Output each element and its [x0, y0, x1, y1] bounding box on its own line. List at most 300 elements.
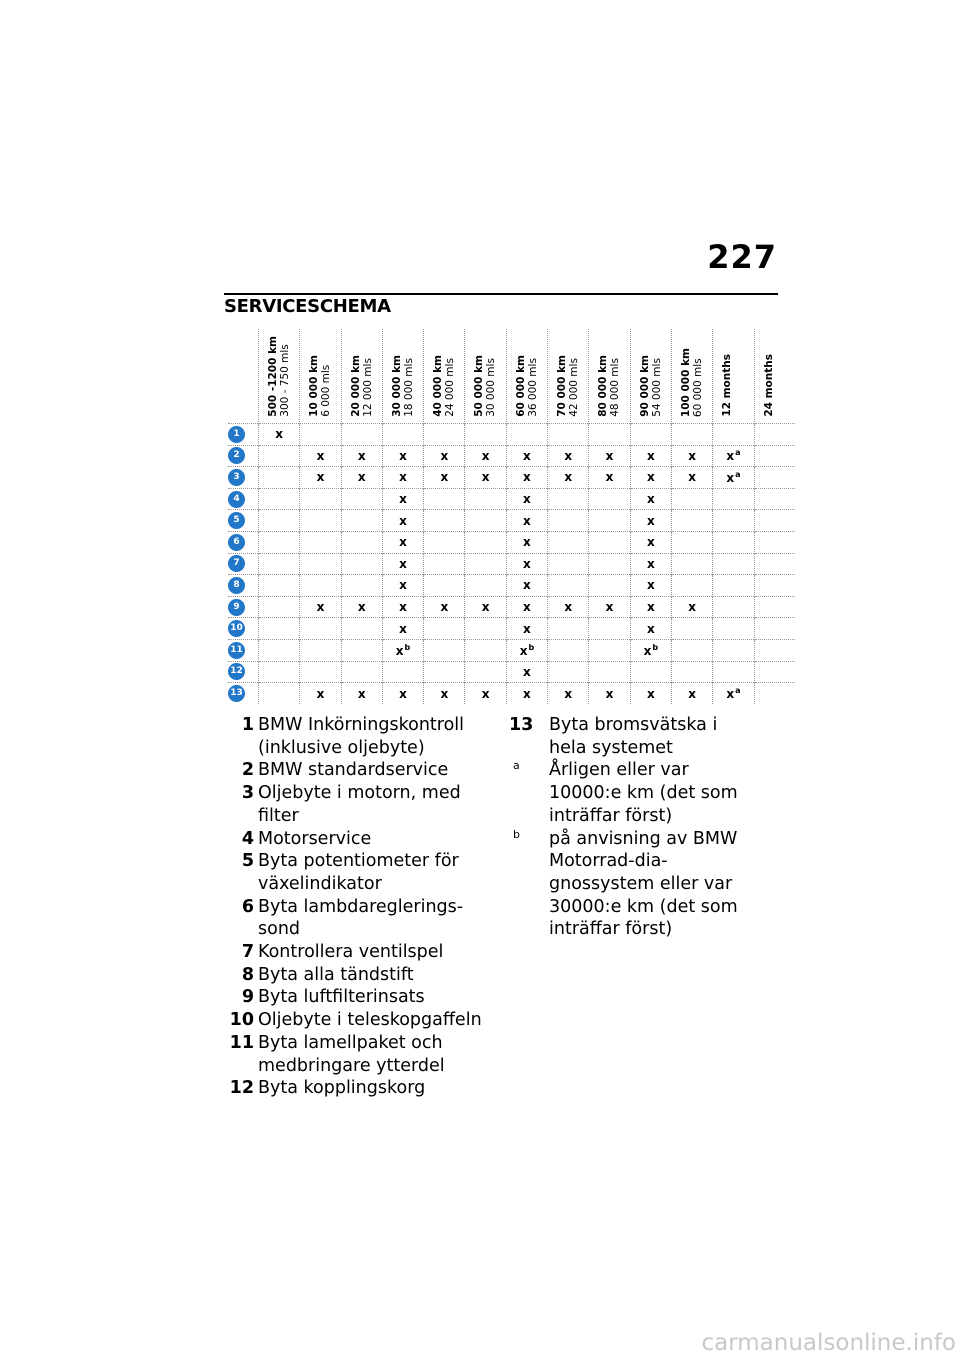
table-cell — [671, 618, 712, 640]
service-mark: x — [646, 578, 655, 593]
column-interval-mls: 36 000 mls — [526, 358, 539, 417]
service-mark: x — [399, 448, 407, 463]
table-cell — [259, 683, 300, 705]
table-cell — [589, 639, 630, 661]
table-cell — [713, 510, 754, 532]
row-number-badge — [228, 553, 259, 575]
column-interval-km: 70 000 km — [556, 355, 569, 417]
table-cell — [341, 445, 382, 467]
table-cell — [506, 596, 547, 618]
table-cell — [630, 531, 671, 553]
column-header — [713, 329, 754, 424]
column-interval-mls: 30 000 mls — [485, 358, 498, 417]
service-schedule-table — [228, 329, 795, 704]
legend-item-text: Oljebyte i motorn, med filter — [258, 783, 461, 826]
row-badge-icon: 5 — [228, 512, 245, 529]
legend-item-number: 4 — [241, 828, 254, 849]
legend-item — [221, 964, 501, 987]
legend-item — [221, 828, 501, 851]
table-cell — [671, 575, 712, 597]
table-row — [228, 531, 795, 553]
service-mark: x — [399, 600, 407, 615]
table-cell — [713, 575, 754, 597]
table-cell — [382, 618, 423, 640]
column-header-label — [350, 355, 374, 417]
table-cell — [548, 510, 589, 532]
table-cell — [341, 575, 382, 597]
column-header — [630, 329, 671, 424]
table-cell — [630, 467, 671, 489]
column-interval-km: 500 -1200 km — [267, 336, 279, 417]
column-interval-km: 24 months — [762, 354, 775, 417]
table-cell — [589, 467, 630, 489]
table-cell — [382, 445, 423, 467]
service-mark: x — [605, 686, 614, 701]
table-cell — [300, 510, 341, 532]
service-mark: x — [357, 470, 366, 485]
legend-item-number: b — [513, 827, 520, 841]
footnote-marker: a — [735, 448, 741, 458]
service-mark: x — [564, 470, 573, 485]
table-cell — [754, 445, 795, 467]
table-cell — [300, 618, 341, 640]
service-mark: x — [523, 578, 531, 593]
table-cell — [465, 683, 506, 705]
service-mark: x — [646, 556, 655, 571]
legend-left — [221, 714, 501, 1100]
table-cell — [300, 575, 341, 597]
table-cell — [548, 553, 589, 575]
table-cell — [465, 510, 506, 532]
column-interval-km: 80 000 km — [597, 355, 610, 417]
legend-item — [221, 1032, 501, 1077]
table-cell — [424, 488, 465, 510]
service-mark: x — [646, 600, 655, 615]
table-cell — [382, 553, 423, 575]
table-cell — [300, 467, 341, 489]
row-number-badge — [228, 683, 259, 705]
table-cell — [424, 467, 465, 489]
table-cell — [259, 553, 300, 575]
column-header-label — [473, 355, 497, 417]
table-cell — [424, 445, 465, 467]
service-mark: x — [275, 427, 284, 442]
table-cell — [465, 467, 506, 489]
table-cell — [713, 467, 754, 489]
table-cell — [341, 553, 382, 575]
table-row — [228, 553, 795, 575]
legend-item — [509, 828, 759, 942]
table-cell — [259, 575, 300, 597]
table-cell — [548, 488, 589, 510]
column-header-label — [515, 355, 539, 417]
service-mark: x — [399, 686, 407, 701]
table-cell — [630, 683, 671, 705]
table-cell — [259, 661, 300, 683]
table-cell — [424, 424, 465, 446]
table-cell — [589, 661, 630, 683]
table-cell — [424, 618, 465, 640]
legend-item-text: BMW standardservice — [258, 760, 449, 781]
table-cell — [589, 424, 630, 446]
table-cell — [341, 661, 382, 683]
legend-item — [509, 759, 759, 827]
table-cell — [589, 575, 630, 597]
row-badge-icon: 11 — [228, 642, 245, 659]
column-header-label — [556, 355, 580, 417]
table-cell — [424, 639, 465, 661]
row-number-badge — [228, 575, 259, 597]
row-badge-icon: 7 — [228, 555, 245, 572]
row-badge-icon: 1 — [228, 426, 245, 443]
column-header-label — [267, 336, 291, 417]
table-cell — [382, 639, 423, 661]
service-mark: x — [440, 600, 449, 615]
service-mark: x — [519, 643, 528, 658]
table-cell — [713, 683, 754, 705]
page-number: 227 — [707, 238, 777, 276]
table-cell — [589, 618, 630, 640]
legend-item-number: 7 — [241, 942, 254, 963]
table-cell — [259, 445, 300, 467]
table-cell — [754, 467, 795, 489]
column-interval-mls: 6 000 mls — [320, 364, 333, 417]
table-cell — [630, 575, 671, 597]
legend-item — [221, 1077, 501, 1100]
section-title: SERVICESCHEMA — [224, 296, 391, 317]
table-cell — [424, 575, 465, 597]
table-row — [228, 683, 795, 705]
row-number-badge — [228, 661, 259, 683]
table-cell — [341, 618, 382, 640]
table-cell — [300, 553, 341, 575]
row-number-badge — [228, 510, 259, 532]
row-number-badge — [228, 445, 259, 467]
table-cell — [630, 553, 671, 575]
table-header-row — [228, 329, 795, 424]
legend-item — [221, 1009, 501, 1032]
legend-item — [509, 714, 759, 759]
table-cell — [424, 683, 465, 705]
table-cell — [630, 639, 671, 661]
service-mark: x — [523, 556, 531, 571]
service-mark: x — [646, 492, 655, 507]
legend-item-number: 12 — [229, 1078, 254, 1099]
table-cell — [671, 488, 712, 510]
table-cell — [341, 531, 382, 553]
legend-item-text: Byta alla tändstift — [258, 964, 414, 985]
table-cell — [548, 445, 589, 467]
service-mark: x — [440, 448, 449, 463]
service-mark: x — [688, 448, 696, 463]
table-cell — [424, 661, 465, 683]
legend-item-number: 3 — [241, 783, 254, 804]
table-cell — [382, 467, 423, 489]
column-header-label — [308, 355, 332, 417]
column-interval-mls: 24 000 mls — [444, 358, 457, 417]
table-cell — [671, 531, 712, 553]
legend-item — [221, 714, 501, 759]
table-cell — [630, 424, 671, 446]
table-cell — [465, 639, 506, 661]
service-mark: x — [688, 470, 696, 485]
column-interval-mls: 54 000 mls — [650, 358, 663, 417]
table-cell — [341, 488, 382, 510]
column-interval-mls: 60 000 mls — [691, 358, 704, 417]
service-mark: x — [646, 470, 655, 485]
table-cell — [341, 510, 382, 532]
table-cell — [506, 424, 547, 446]
legend-item — [221, 759, 501, 782]
column-interval-km: 30 000 km — [390, 355, 403, 417]
column-header-label — [639, 355, 663, 417]
table-cell — [630, 445, 671, 467]
table-row — [228, 575, 795, 597]
table-cell — [465, 661, 506, 683]
service-mark: x — [564, 600, 573, 615]
column-header — [548, 329, 589, 424]
legend-item — [221, 986, 501, 1009]
column-header — [671, 329, 712, 424]
table-cell — [300, 639, 341, 661]
table-cell — [713, 661, 754, 683]
column-header — [259, 329, 300, 424]
service-mark: x — [316, 448, 325, 463]
legend-item-text: Byta bromsvätska i hela systemet — [549, 715, 718, 758]
table-cell — [341, 639, 382, 661]
service-mark: x — [399, 513, 407, 528]
legend-item-text: Årligen eller var 10000:e km (det som inträffar först) — [549, 760, 738, 826]
footnote-marker: b — [404, 642, 411, 652]
table-cell — [671, 445, 712, 467]
service-mark: x — [564, 448, 573, 463]
table-cell — [465, 553, 506, 575]
table-cell — [630, 661, 671, 683]
service-mark: x — [523, 513, 531, 528]
table-cell — [754, 553, 795, 575]
service-mark: x — [646, 621, 655, 636]
table-cell — [465, 618, 506, 640]
service-mark: x — [357, 686, 366, 701]
table-cell — [754, 683, 795, 705]
row-badge-icon: 3 — [228, 469, 245, 486]
header-rule — [224, 293, 778, 295]
footnote-marker: b — [652, 642, 659, 652]
table-cell — [548, 596, 589, 618]
service-mark: x — [399, 556, 407, 571]
column-interval-mls: 12 000 mls — [361, 358, 374, 417]
row-badge-icon: 9 — [228, 599, 245, 616]
column-header — [589, 329, 630, 424]
service-mark: x — [523, 686, 531, 701]
table-cell — [754, 639, 795, 661]
column-header-label — [597, 355, 621, 417]
legend-item — [221, 850, 501, 895]
table-cell — [382, 661, 423, 683]
watermark: carmanualsonline.info — [701, 1330, 956, 1356]
table-cell — [671, 467, 712, 489]
table-cell — [754, 661, 795, 683]
legend-item-number: 10 — [229, 1010, 254, 1031]
table-cell — [589, 553, 630, 575]
column-interval-km: 10 000 km — [308, 355, 321, 417]
table-cell — [341, 467, 382, 489]
service-mark: x — [523, 664, 531, 679]
table-row — [228, 510, 795, 532]
column-header-label — [763, 354, 775, 417]
service-mark: x — [564, 686, 573, 701]
table-cell — [630, 618, 671, 640]
service-mark: x — [688, 686, 696, 701]
legend-item-number: 8 — [241, 964, 254, 985]
table-cell — [630, 596, 671, 618]
table-cell — [506, 618, 547, 640]
row-badge-icon: 12 — [228, 663, 245, 680]
table-cell — [589, 596, 630, 618]
column-header-label — [391, 355, 415, 417]
service-mark: x — [399, 470, 407, 485]
legend-item-number: a — [513, 759, 520, 773]
legend-item-number: 5 — [241, 851, 254, 872]
row-number-badge — [228, 639, 259, 661]
row-badge-icon: 4 — [228, 491, 245, 508]
table-cell — [548, 531, 589, 553]
table-cell — [671, 510, 712, 532]
table-cell — [671, 661, 712, 683]
table-cell — [300, 424, 341, 446]
column-header — [506, 329, 547, 424]
service-mark: x — [357, 448, 366, 463]
row-badge-icon: 2 — [228, 447, 245, 464]
column-interval-mls: 300 - 750 mls — [279, 344, 291, 417]
table-cell — [548, 683, 589, 705]
table-row — [228, 488, 795, 510]
row-badge-icon: 8 — [228, 577, 245, 594]
legend-item-text: Motorservice — [258, 828, 372, 849]
footnote-marker: a — [735, 469, 741, 479]
legend-item-text: på anvisning av BMW Motorrad-dia-gnossystem eller var 30000:e km (det som inträffar först) — [549, 828, 738, 940]
table-cell — [713, 639, 754, 661]
service-mark: x — [440, 470, 449, 485]
column-header — [465, 329, 506, 424]
table-cell — [713, 488, 754, 510]
column-interval-km: 90 000 km — [638, 355, 651, 417]
service-mark: x — [523, 470, 531, 485]
table-cell — [259, 618, 300, 640]
service-mark: x — [726, 449, 735, 464]
service-mark: x — [726, 687, 735, 702]
table-cell — [589, 445, 630, 467]
column-interval-km: 100 000 km — [679, 347, 692, 417]
legend-item — [221, 941, 501, 964]
column-header — [382, 329, 423, 424]
table-cell — [506, 553, 547, 575]
table-cell — [548, 661, 589, 683]
table-cell — [382, 424, 423, 446]
table-cell — [382, 488, 423, 510]
service-mark: x — [646, 686, 655, 701]
table-cell — [671, 683, 712, 705]
service-mark: x — [646, 448, 655, 463]
table-cell — [300, 531, 341, 553]
service-mark: x — [523, 492, 531, 507]
column-interval-km: 50 000 km — [473, 355, 486, 417]
service-mark: x — [481, 686, 490, 701]
table-cell — [754, 575, 795, 597]
table-cell — [671, 596, 712, 618]
table-cell — [465, 424, 506, 446]
legend-item — [221, 782, 501, 827]
service-mark: x — [523, 535, 531, 550]
table-cell — [713, 618, 754, 640]
legend-item-text: Byta luftfilterinsats — [258, 987, 425, 1008]
table-cell — [259, 531, 300, 553]
table-row — [228, 618, 795, 640]
column-header — [300, 329, 341, 424]
legend-item-number: 6 — [241, 896, 254, 917]
table-cell — [341, 424, 382, 446]
table-cell — [300, 445, 341, 467]
column-header — [341, 329, 382, 424]
table-cell — [259, 639, 300, 661]
table-cell — [671, 639, 712, 661]
service-mark: x — [523, 621, 531, 636]
table-row — [228, 596, 795, 618]
table-cell — [300, 661, 341, 683]
table-cell — [465, 596, 506, 618]
table-cell — [300, 488, 341, 510]
table-cell — [671, 424, 712, 446]
service-mark: x — [481, 448, 490, 463]
legend-item-number: 11 — [229, 1032, 254, 1053]
column-interval-km: 60 000 km — [514, 355, 527, 417]
table-cell — [713, 596, 754, 618]
table-cell — [341, 596, 382, 618]
row-badge-icon: 6 — [228, 534, 245, 551]
table-cell — [506, 445, 547, 467]
row-number-badge — [228, 488, 259, 510]
table-row — [228, 639, 795, 661]
table-cell — [548, 424, 589, 446]
legend-item-text: Byta potentiometer för växelindikator — [258, 851, 459, 894]
table-cell — [713, 531, 754, 553]
table-cell — [548, 639, 589, 661]
table-cell — [548, 467, 589, 489]
table-cell — [754, 618, 795, 640]
service-mark: x — [481, 600, 490, 615]
service-mark: x — [395, 643, 404, 658]
table-cell — [300, 683, 341, 705]
service-mark: x — [688, 600, 696, 615]
table-cell — [713, 553, 754, 575]
footnote-marker: b — [528, 642, 535, 652]
table-cell — [754, 424, 795, 446]
row-badge-icon: 13 — [228, 685, 245, 702]
table-cell — [589, 683, 630, 705]
table-cell — [465, 488, 506, 510]
table-cell — [506, 467, 547, 489]
table-cell — [465, 575, 506, 597]
table-cell — [382, 575, 423, 597]
table-cell — [259, 596, 300, 618]
service-mark: x — [481, 470, 490, 485]
service-mark: x — [605, 448, 614, 463]
table-cell — [548, 618, 589, 640]
service-mark: x — [316, 600, 325, 615]
legend-item-text: Oljebyte i teleskopgaffeln — [258, 1010, 482, 1031]
table-cell — [300, 596, 341, 618]
table-cell — [506, 488, 547, 510]
